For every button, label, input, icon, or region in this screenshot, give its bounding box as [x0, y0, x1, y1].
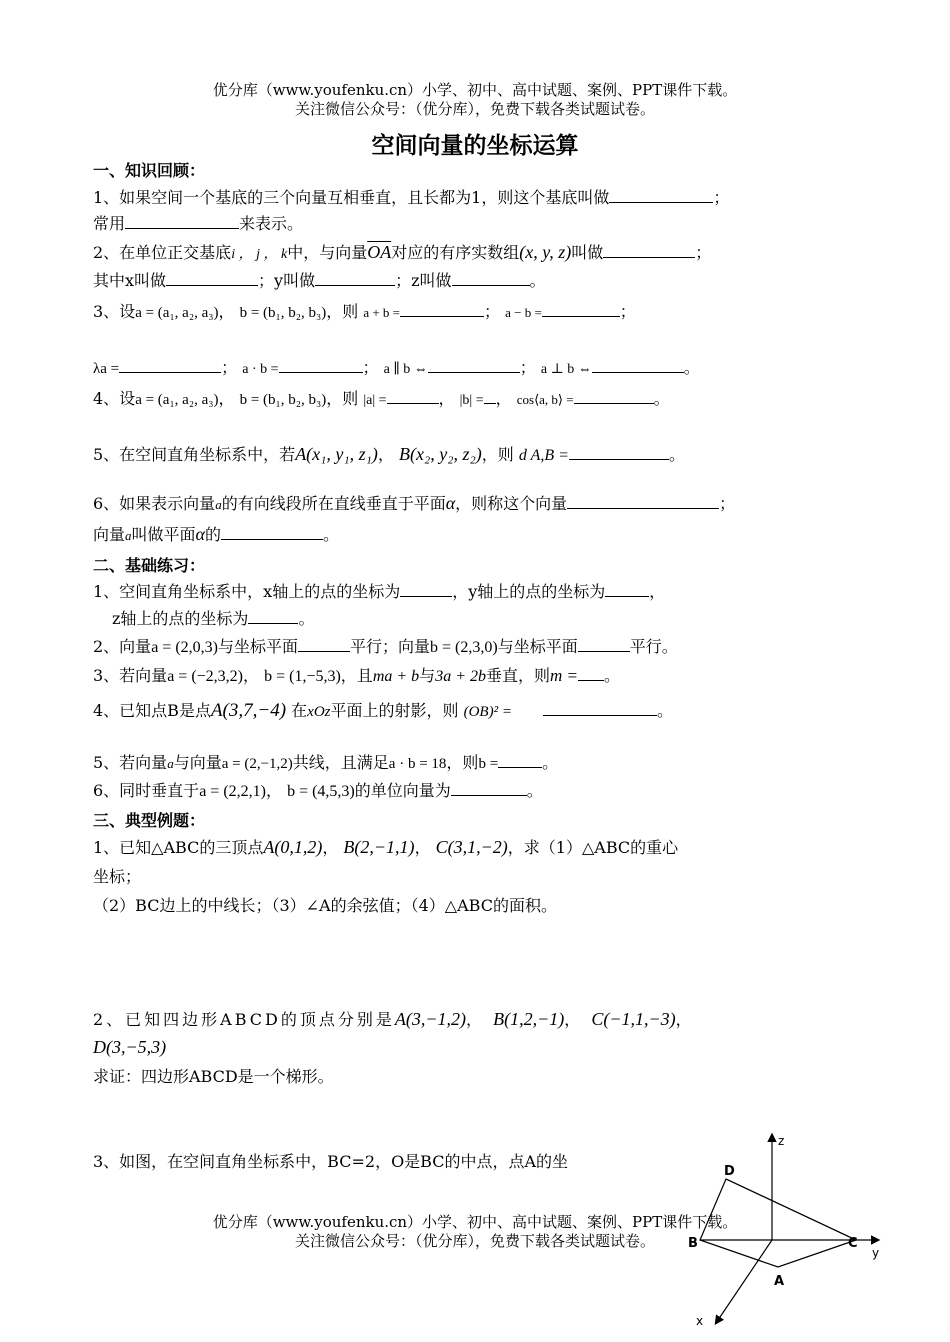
- e1-line-1: 1、已知△ABC的三顶点A(0,1,2)， B(2,−1,1)， C(3,1,−2)，求（1）△ABC的重心: [93, 837, 679, 857]
- header-line-1: 优分库（www.youfenku.cn）小学、初中、高中试题、案例、PPT课件下载。: [212, 81, 738, 99]
- label-x: x: [696, 1314, 704, 1328]
- q3-line-1: 3、设a = (a₁, a₂, a₃)， b = (b₁, b₂, b₃)，则 a + b = ； a − b = ；: [93, 302, 636, 321]
- label-a: A: [774, 1274, 785, 1289]
- label-b: B: [688, 1236, 698, 1251]
- e2-line-3: 求证：四边形ABCD是一个梯形。: [93, 1067, 334, 1086]
- p1-line-1: 1、空间直角坐标系中，x轴上的点的坐标为 ，y轴上的点的坐标为 ，: [93, 582, 666, 601]
- q1-line-1: 1、如果空间一个基底的三个向量互相垂直，且长都为1，则这个基底叫做 ；: [93, 188, 730, 207]
- p6-line: 6、同时垂直于a = (2,2,1)， b = (4,5,3)的单位向量为 。: [93, 781, 543, 800]
- section-3-heading: 三、典型例题：: [93, 811, 206, 830]
- e3-line-1: 3、如图，在空间直角坐标系中，BC=2，O是BC的中点，点A的坐: [93, 1152, 569, 1171]
- section-1-heading: 一、知识回顾：: [93, 161, 206, 180]
- q3-line-2: λa = ； a · b = ； a ∥ b ⇔ ； a ⊥ b ⇔ 。: [93, 358, 700, 377]
- label-c: C: [848, 1236, 858, 1251]
- e2-line-1: 2、已知四边形ABCD的顶点分别是A(3,−1,2)， B(1,2,−1)， C(−1,1,−3)，: [93, 1009, 695, 1029]
- q1-line-2: 常用 来表示。: [93, 214, 304, 233]
- footer-line-2: 关注微信公众号：（优分库），免费下载各类试题试卷。: [294, 1232, 655, 1250]
- q2-line-2: 其中x叫做 ；y叫做 ；z叫做 。: [93, 271, 546, 290]
- label-d: D: [724, 1164, 735, 1179]
- q2-line-1: 2、在单位正交基底i ， j ， k中，与向量$\overline{OA}$对应的有序实数组(x, y, z)叫做 ；: [93, 242, 712, 262]
- q6-line-1: 6、如果表示向量a的有向线段所在直线垂直于平面α，则称这个向量 ；: [93, 493, 736, 513]
- header-line-2: 关注微信公众号：（优分库），免费下载各类试题试卷。: [294, 100, 655, 118]
- p4-line: 4、已知点B是点A(3,7,−4) 在xOz平面上的射影，则 (OB)² = 。: [93, 700, 674, 721]
- e1-line-3: （2）BC边上的中线长；（3）∠A的余弦值；（4）△ABC的面积。: [93, 896, 557, 915]
- coordinate-figure: [680, 1125, 890, 1335]
- edge-dc: [726, 1179, 856, 1240]
- section-2-heading: 二、基础练习：: [93, 556, 206, 575]
- p5-line: 5、若向量a与向量a = (2,−1,2)共线，且满足a · b = 18，则b = 。: [93, 753, 559, 772]
- page-title: 空间向量的坐标运算: [371, 133, 579, 159]
- q6-line-2: 向量a叫做平面α的 。: [93, 524, 340, 544]
- quadrilateral-dbac: [700, 1179, 856, 1267]
- x-axis: [716, 1240, 772, 1323]
- q5-line: 5、在空间直角坐标系中，若A(x₁, y₁, z₁)， B(x₂, y₂, z₂)，则 d A,B = 。: [93, 444, 685, 464]
- e2-line-2: D(3,−5,3): [93, 1037, 167, 1057]
- p2-line: 2、向量a = (2,0,3)与坐标平面 平行；向量b = (2,3,0)与坐标平面 平行。: [93, 637, 678, 656]
- label-z: z: [778, 1134, 785, 1148]
- label-y: y: [872, 1246, 880, 1260]
- footer-line-1: 优分库（www.youfenku.cn）小学、初中、高中试题、案例、PPT课件下载。: [212, 1213, 738, 1231]
- p1-line-2: z轴上的点的坐标为 。: [112, 609, 315, 628]
- q4-line: 4、设a = (a₁, a₂, a₃)， b = (b₁, b₂, b₃)，则 |a| = ， |b| = ， cos⟨a, b⟩ = 。: [93, 389, 670, 408]
- e1-line-2: 坐标；: [93, 867, 142, 886]
- p3-line: 3、若向量a = (−2,3,2)， b = (1,−5,3)，且ma + b与3a + 2b垂直，则m = 。: [93, 666, 621, 685]
